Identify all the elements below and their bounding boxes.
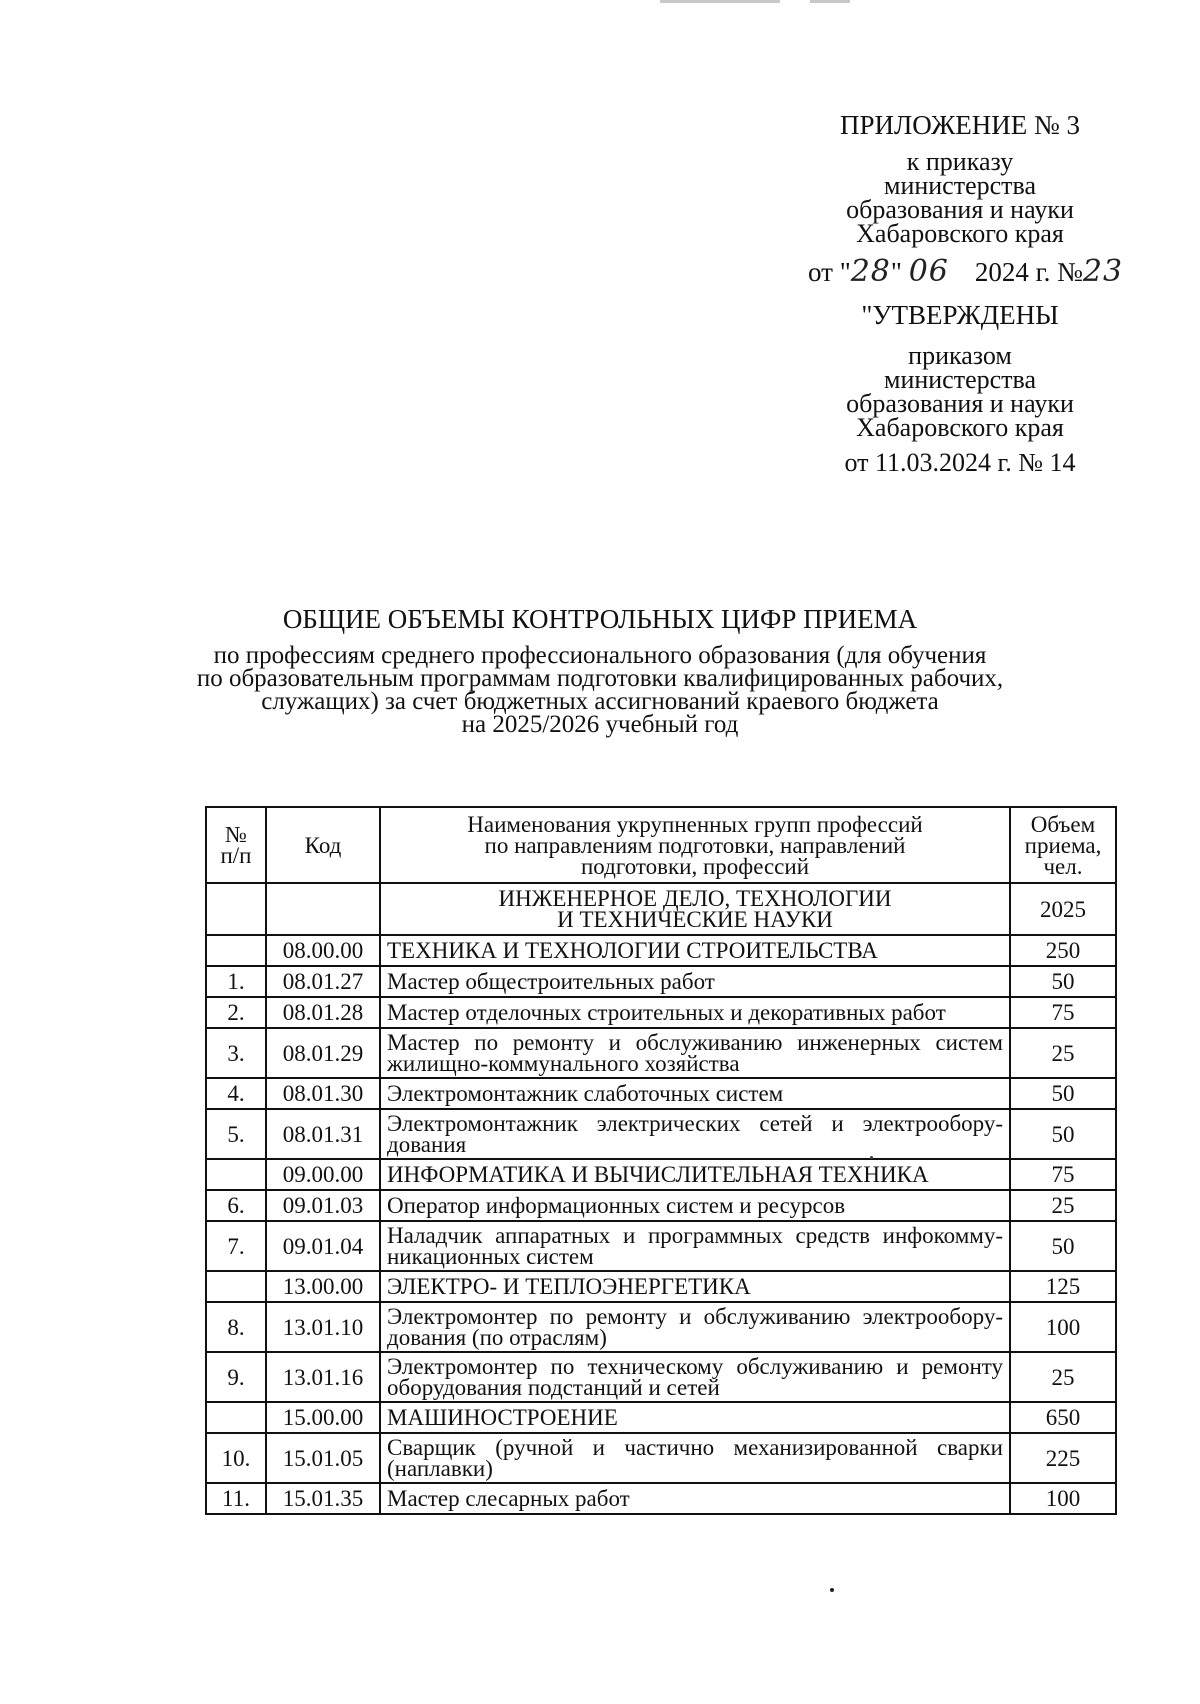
row-name: Наладчик аппаратных и программных средств инфокомму-никационных систем — [380, 1221, 1010, 1271]
scan-speck — [870, 1156, 873, 1159]
row-volume: 75 — [1010, 1159, 1116, 1190]
row-num: 4. — [206, 1078, 266, 1109]
row-code: 13.01.10 — [266, 1302, 380, 1352]
row-volume: 125 — [1010, 1271, 1116, 1302]
row-num: 9. — [206, 1352, 266, 1402]
group-row — [206, 935, 1116, 966]
table-row — [206, 1109, 1116, 1159]
table-row — [206, 1352, 1116, 1402]
row-volume: 650 — [1010, 1402, 1116, 1433]
order-date — [808, 254, 1123, 289]
scan-speck — [830, 1588, 834, 1592]
header-volume-line: чел. — [1043, 853, 1083, 879]
row-volume: 50 — [1010, 1078, 1116, 1109]
order-date-prefix: от " — [808, 257, 851, 287]
scan-artifact — [810, 0, 850, 3]
row-volume: 25 — [1010, 1028, 1116, 1078]
order-line: образования и науки — [846, 195, 1074, 224]
table-header-row — [206, 807, 1116, 883]
section-num — [206, 883, 266, 935]
row-name: Электромонтажник слаботочных систем — [380, 1078, 1010, 1109]
row-name: Мастер отделочных строительных и декоративных работ — [380, 997, 1010, 1028]
scan-artifact — [660, 0, 780, 3]
table-row — [206, 1028, 1116, 1078]
subtitle-line: по образовательным программам подготовки квалифицированных рабочих, — [196, 665, 1004, 692]
approved-reference — [780, 341, 1140, 442]
row-num — [206, 1159, 266, 1190]
admission-volumes-table — [205, 806, 1117, 1515]
table-row — [206, 997, 1116, 1028]
row-code: 08.01.28 — [266, 997, 380, 1028]
row-code: 08.01.29 — [266, 1028, 380, 1078]
header-num-line: № — [225, 822, 247, 847]
row-code: 15.01.35 — [266, 1483, 380, 1514]
approved-date: от 11.03.2024 г. № 14 — [844, 448, 1076, 477]
group-row — [206, 1402, 1116, 1433]
row-code: 08.01.27 — [266, 966, 380, 997]
header-volume — [1010, 807, 1116, 883]
approved-title: "УТВЕРЖДЕНЫ — [861, 300, 1059, 330]
header-name-line: по направлениям подготовки, направлений — [484, 832, 906, 858]
row-name: Сварщик (ручной и частично механизированной сварки (наплавки) — [380, 1433, 1010, 1483]
group-row — [206, 1159, 1116, 1190]
row-name: Мастер по ремонту и обслуживанию инженерных систем жилищно-коммунального хозяйства — [380, 1028, 1010, 1078]
row-code: 13.01.16 — [266, 1352, 380, 1402]
table-row — [206, 1190, 1116, 1221]
row-num: 8. — [206, 1302, 266, 1352]
row-volume: 100 — [1010, 1483, 1116, 1514]
row-name: Электромонтер по техническому обслуживанию и ремонту оборудования подстанций и сетей — [380, 1352, 1010, 1402]
order-reference — [780, 147, 1140, 248]
row-code: 09.01.03 — [266, 1190, 380, 1221]
row-num: 6. — [206, 1190, 266, 1221]
header-volume-line: приема, — [1024, 832, 1102, 858]
table-row — [206, 1078, 1116, 1109]
row-code: 15.01.05 — [266, 1433, 380, 1483]
row-num — [206, 935, 266, 966]
row-volume: 50 — [1010, 1221, 1116, 1271]
row-code: 13.00.00 — [266, 1271, 380, 1302]
order-year: 2024 г. № — [974, 257, 1083, 287]
section-code — [266, 883, 380, 935]
row-volume: 100 — [1010, 1302, 1116, 1352]
table-row — [206, 1433, 1116, 1483]
row-num: 3. — [206, 1028, 266, 1078]
header-name-line: подготовки, профессий — [580, 853, 810, 879]
row-num: 2. — [206, 997, 266, 1028]
header-name-line: Наименования укрупненных групп профессий — [467, 811, 923, 837]
row-name: Электромонтажник электрических сетей и электрообору-дования — [380, 1109, 1010, 1159]
row-name: Мастер слесарных работ — [380, 1483, 1010, 1514]
header-code: Код — [266, 807, 380, 883]
table-row — [206, 1221, 1116, 1271]
order-line: к приказу — [906, 147, 1014, 176]
row-volume: 250 — [1010, 935, 1116, 966]
header-num-line: п/п — [220, 843, 252, 868]
row-code: 09.00.00 — [266, 1159, 380, 1190]
row-volume: 75 — [1010, 997, 1116, 1028]
section-name — [380, 883, 1010, 935]
approved-line: образования и науки — [846, 389, 1074, 418]
row-num: 1. — [206, 966, 266, 997]
row-name: Мастер общестроительных работ — [380, 966, 1010, 997]
handwritten-day: 28 — [850, 254, 891, 289]
row-code: 15.00.00 — [266, 1402, 380, 1433]
row-name: ТЕХНИКА И ТЕХНОЛОГИИ СТРОИТЕЛЬСТВА — [380, 935, 1010, 966]
row-name: ИНФОРМАТИКА И ВЫЧИСЛИТЕЛЬНАЯ ТЕХНИКА — [380, 1159, 1010, 1190]
order-line: Хабаровского края — [856, 219, 1064, 248]
row-volume: 25 — [1010, 1190, 1116, 1221]
row-code: 08.00.00 — [266, 935, 380, 966]
row-name: Электромонтер по ремонту и обслуживанию электрообору-дования (по отраслям) — [380, 1302, 1010, 1352]
approved-line: министерства — [883, 365, 1036, 394]
approved-line: Хабаровского края — [856, 413, 1064, 442]
document-subtitle — [180, 644, 1020, 736]
row-num — [206, 1271, 266, 1302]
row-num — [206, 1402, 266, 1433]
subtitle-line: на 2025/2026 учебный год — [461, 711, 739, 738]
handwritten-month: 06 — [908, 254, 949, 289]
row-name: Оператор информационных систем и ресурсов — [380, 1190, 1010, 1221]
row-code: 08.01.30 — [266, 1078, 380, 1109]
table-row — [206, 1483, 1116, 1514]
header-volume-line: Объем — [1030, 811, 1096, 837]
row-volume: 50 — [1010, 966, 1116, 997]
document-title: ОБЩИЕ ОБЪЕМЫ КОНТРОЛЬНЫХ ЦИФР ПРИЕМА — [282, 604, 918, 634]
row-volume: 25 — [1010, 1352, 1116, 1402]
appendix-label: ПРИЛОЖЕНИЕ № 3 — [839, 110, 1081, 140]
section-name-line: ИНЖЕНЕРНОЕ ДЕЛО, ТЕХНОЛОГИИ — [498, 886, 892, 911]
row-name: МАШИНОСТРОЕНИЕ — [380, 1402, 1010, 1433]
row-code: 09.01.04 — [266, 1221, 380, 1271]
row-num: 11. — [206, 1483, 266, 1514]
subtitle-line: по профессиям среднего профессионального образования (для обучения — [213, 642, 987, 669]
header-num — [206, 807, 266, 883]
handwritten-number: 23 — [1082, 254, 1124, 289]
group-row — [206, 1271, 1116, 1302]
row-code: 08.01.31 — [266, 1109, 380, 1159]
section-name-line: И ТЕХНИЧЕСКИЕ НАУКИ — [557, 907, 833, 932]
approved-line: приказом — [908, 341, 1012, 370]
table-row — [206, 966, 1116, 997]
subtitle-line: служащих) за счет бюджетных ассигнований краевого бюджета — [261, 688, 939, 715]
table-row — [206, 1302, 1116, 1352]
order-line: министерства — [883, 171, 1036, 200]
order-date-quote: " — [890, 257, 902, 287]
row-volume: 225 — [1010, 1433, 1116, 1483]
row-volume: 50 — [1010, 1109, 1116, 1159]
row-num: 5. — [206, 1109, 266, 1159]
section-volume: 2025 — [1010, 883, 1116, 935]
row-name: ЭЛЕКТРО- И ТЕПЛОЭНЕРГЕТИКА — [380, 1271, 1010, 1302]
header-name — [380, 807, 1010, 883]
row-num: 10. — [206, 1433, 266, 1483]
row-num: 7. — [206, 1221, 266, 1271]
section-row — [206, 883, 1116, 935]
